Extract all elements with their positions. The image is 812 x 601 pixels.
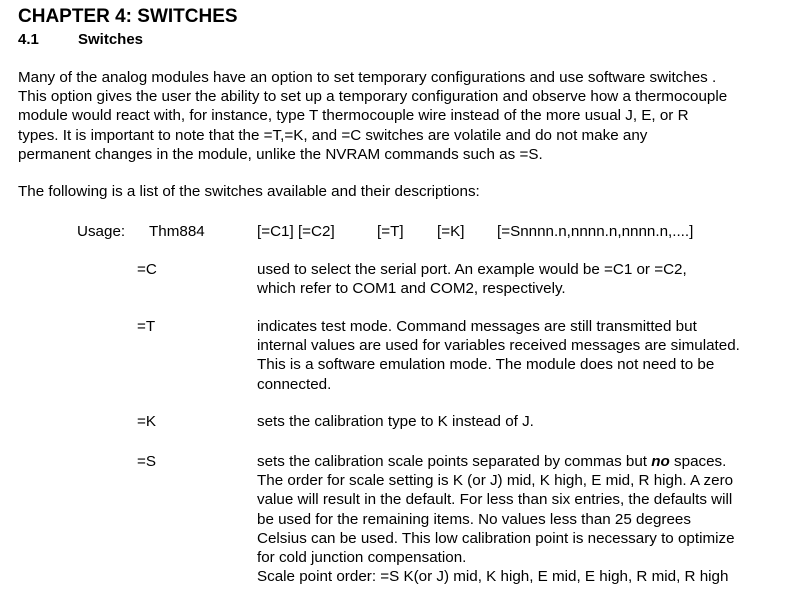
description-text: spaces. <box>669 453 727 470</box>
description-line: This is a software emulation mode. The module does not need to be <box>257 356 715 374</box>
usage-t-argument: [=T] <box>377 223 404 240</box>
description-line: indicates test mode. Command messages are still transmitted but <box>257 318 697 335</box>
usage-label: Usage: <box>77 223 126 240</box>
intro-paragraph <box>18 68 808 164</box>
description-line: be used for the remaining items. No values less than 25 degrees <box>257 510 691 528</box>
usage-k-argument: [=K] <box>437 223 465 240</box>
description-line: connected. <box>257 375 332 393</box>
description-line: for cold junction compensation. <box>257 549 467 567</box>
switch-s-name: =S <box>137 453 156 470</box>
section-number: 4.1 <box>18 31 39 48</box>
intro-line: This option gives the user the ability to set up a temporary configuration and observe how a thermocouple <box>18 88 728 106</box>
usage-c-argument: [=C1] [=C2] <box>257 223 335 240</box>
description-text: sets the calibration scale points separated by commas but <box>257 453 652 470</box>
intro-line: module would react with, for instance, type T thermocouple wire instead of the more usual J, E, or R <box>18 107 689 125</box>
description-line <box>257 452 807 471</box>
switch-c-name: =C <box>137 261 157 278</box>
description-line: sets the calibration type to K instead of J. <box>257 413 534 430</box>
section-heading <box>18 31 143 48</box>
section-title: Switches <box>78 31 144 48</box>
list-intro-text: The following is a list of the switches available and their descriptions: <box>18 183 480 200</box>
switch-t-name: =T <box>137 318 156 335</box>
intro-line: types. It is important to note that the =T,=K, and =C switches are volatile and do not make any <box>18 126 648 144</box>
description-line: value will result in the default. For less than six entries, the defaults will <box>257 491 733 509</box>
switch-k-name: =K <box>137 413 156 430</box>
intro-line: Many of the analog modules have an option to set temporary configurations and use software switches . <box>18 69 717 86</box>
usage-program-name: Thm884 <box>149 223 205 240</box>
switch-t-description <box>257 317 807 394</box>
description-line: which refer to COM1 and COM2, respectively. <box>257 280 566 298</box>
intro-line: permanent changes in the module, unlike the NVRAM commands such as =S. <box>18 145 543 163</box>
description-line: used to select the serial port. An example would be =C1 or =C2, <box>257 261 687 278</box>
description-line: internal values are used for variables received messages are simulated. <box>257 337 740 355</box>
usage-s-argument: [=Snnnn.n,nnnn.n,nnnn.n,....] <box>497 223 694 240</box>
description-line: Celsius can be used. This low calibration point is necessary to optimize <box>257 529 735 547</box>
switch-s-description <box>257 452 807 586</box>
description-line: Scale point order: =S K(or J) mid, K high, E mid, E high, R mid, R high <box>257 568 729 586</box>
switch-c-description <box>257 260 807 298</box>
chapter-title: CHAPTER 4: SWITCHES <box>18 6 238 27</box>
switch-k-description <box>257 412 807 431</box>
emphasis-no: no <box>651 453 670 470</box>
description-line: The order for scale setting is K (or J) mid, K high, E mid, R high. A zero <box>257 472 734 490</box>
